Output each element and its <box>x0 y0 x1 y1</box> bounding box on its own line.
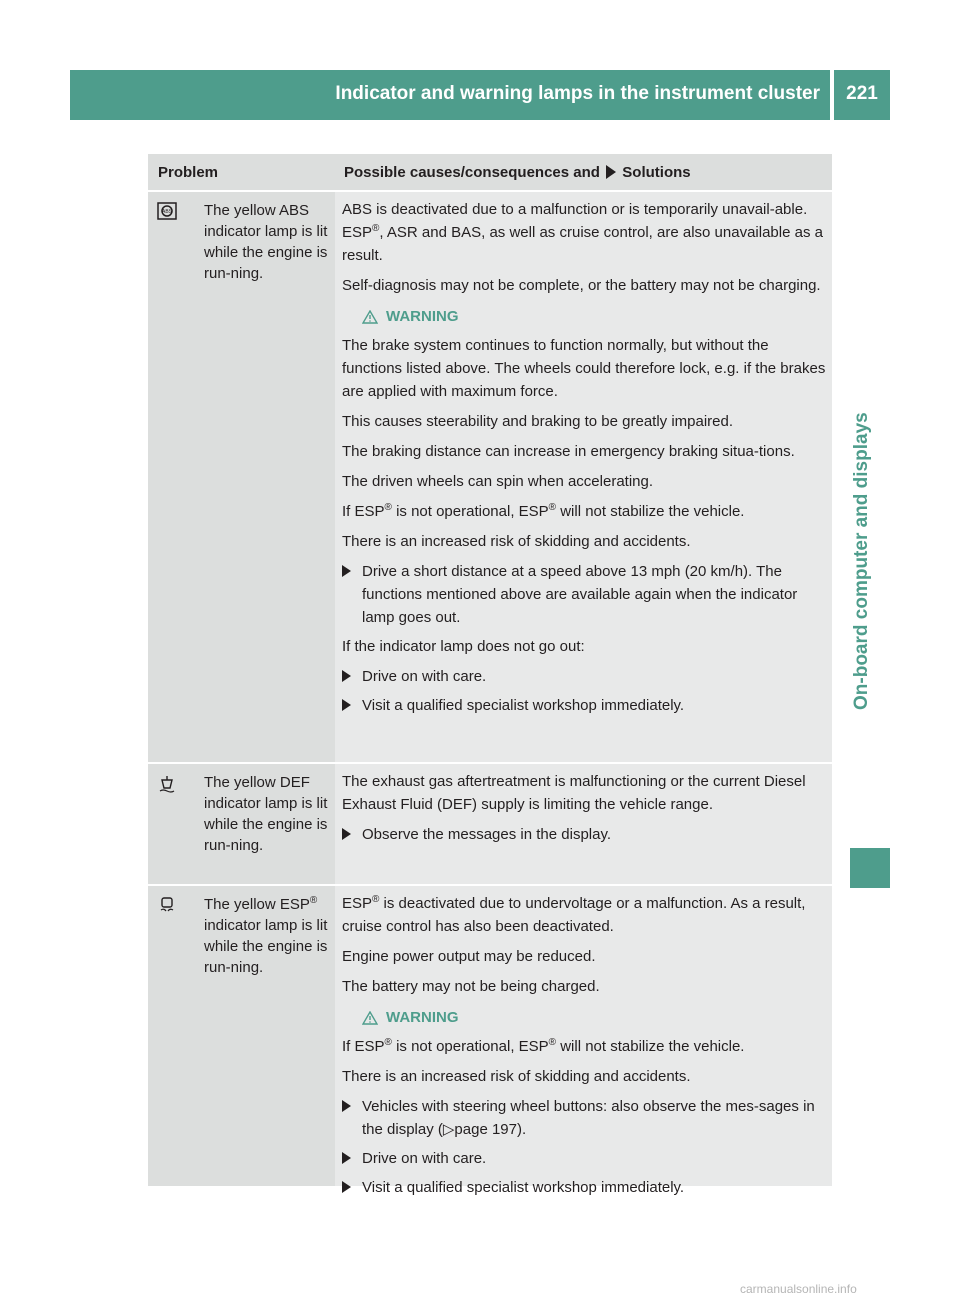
step-item: Drive on with care. <box>342 665 828 688</box>
step-item: Vehicles with steering wheel buttons: also observe the mes-sages in the display (▷page 197). <box>342 1095 828 1141</box>
warning-label: WARNING <box>362 1006 828 1029</box>
arrow-icon <box>606 165 616 179</box>
side-tab <box>836 140 890 710</box>
arrow-icon <box>342 828 351 840</box>
problem-table <box>148 154 832 1196</box>
side-marker <box>850 848 890 888</box>
arrow-icon <box>342 1181 351 1193</box>
causes-cell: ESP® is deactivated due to undervoltage or a malfunction. As a result, cruise control has also been deactivated. Engine power output may be reduced. The battery may not be being charged. WARNING If ESP® is not operational, ESP® will not stabilize the vehicle. There is an increased risk of skidding and accidents. Vehicles with steering wheel buttons: also observe the mes-sages in the display (▷page 197). Drive on with care. Visit a qualified specialist workshop immediately. <box>342 886 832 1213</box>
step-item: Visit a qualified specialist workshop immediately. <box>342 694 828 717</box>
arrow-icon <box>342 1100 351 1112</box>
page-reference-link[interactable]: page 197). <box>454 1121 527 1138</box>
table-row <box>148 762 832 884</box>
warning-icon <box>362 1011 378 1025</box>
def-icon <box>156 774 178 796</box>
side-tab-label: On-board computer and displays <box>851 412 872 710</box>
step-item: Drive on with care. <box>342 1147 828 1170</box>
column-header-causes: Possible causes/consequences and Solutions <box>344 164 691 181</box>
table-header <box>148 154 832 190</box>
page-number: 221 <box>846 83 878 104</box>
causes-cell: The exhaust gas aftertreatment is malfunctioning or the current Diesel Exhaust Fluid (DEF) supply is limiting the vehicle range. Observe the messages in the display. <box>342 764 832 860</box>
arrow-icon <box>342 699 351 711</box>
page-ref-icon: ▷ <box>442 1121 455 1138</box>
warning-label: WARNING <box>362 305 828 328</box>
header-bar <box>70 70 830 120</box>
arrow-icon <box>342 670 351 682</box>
column-header-problem: Problem <box>158 164 219 181</box>
esp-icon <box>156 896 178 918</box>
problem-cell <box>148 192 335 762</box>
watermark: carmanualsonline.info <box>740 1282 857 1296</box>
step-item: Visit a qualified specialist workshop immediately. <box>342 1176 828 1199</box>
problem-text: The yellow DEF indicator lamp is lit while the engine is run-ning. <box>204 774 328 854</box>
arrow-icon <box>342 565 351 577</box>
warning-icon <box>362 310 378 324</box>
causes-cell: ABS is deactivated due to a malfunction or is temporarily unavail-able. ESP®, ASR and BAS, as well as cruise control, are also unavailable as a result. Self-diagnosis may not be complete, or the battery may not be charging. WARNING The brake system continues to function normally, but without the functions listed above. The wheels could therefore lock, e.g. if the brakes are applied with maximum force. This causes steerability and braking to be greatly impaired. The braking distance can increase in emergency braking situa-tions. The driven wheels can spin when accelerating. If ESP® is not operational, ESP® will not stabilize the vehicle. There is an increased risk of skidding and accidents. Drive a short distance at a speed above 13 mph (20 km/h). The functions mentioned above are available again when the indicator lamp goes out. If the indicator lamp does not go out: Drive on with care. Visit a qualified specialist workshop immediately. <box>342 192 832 731</box>
abs-icon <box>156 202 178 224</box>
table-row <box>148 190 832 762</box>
problem-cell <box>148 764 335 884</box>
problem-text: The yellow ABS indicator lamp is lit while the engine is run-ning. <box>204 202 328 282</box>
step-item: Observe the messages in the display. <box>342 823 828 846</box>
problem-cell <box>148 886 335 1186</box>
header-title: Indicator and warning lamps in the instrument cluster <box>335 83 820 104</box>
arrow-icon <box>342 1152 351 1164</box>
step-item: Drive a short distance at a speed above 13 mph (20 km/h). The functions mentioned above are available again when the indicator lamp goes out. <box>342 560 828 629</box>
page-number-box <box>834 70 890 120</box>
table-row <box>148 884 832 1196</box>
problem-text: The yellow ESP® indicator lamp is lit while the engine is run-ning. <box>204 895 328 976</box>
svg-text:ABS: ABS <box>161 209 173 215</box>
